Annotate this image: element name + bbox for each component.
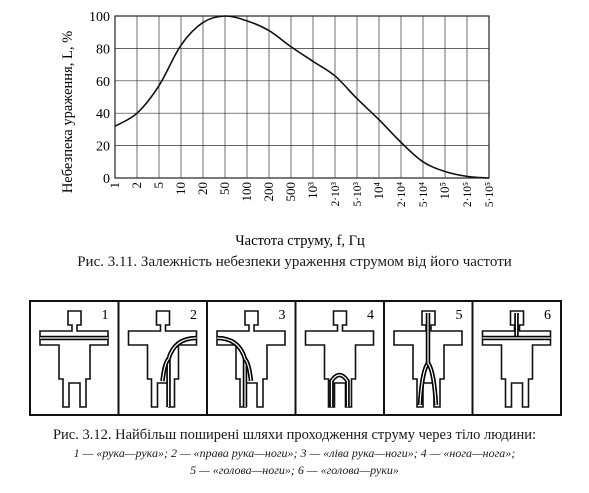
x-tick-label: 500 [283,182,298,202]
x-tick-label: 10 [173,182,188,195]
y-tick-label: 0 [103,172,110,187]
figure-312-legend-line-2: 5 — «голова—ноги»; 6 — «голова—руки» [190,463,399,477]
panel-number: 1 [101,308,109,323]
x-tick-label: 5 [151,182,166,189]
human-body-outline [129,311,197,407]
x-tick-label: 10⁴ [371,182,386,200]
x-tick-label: 10⁵ [437,182,452,200]
body-panels [40,301,551,415]
panel-number: 6 [544,308,551,323]
figure-312-caption-block [0,426,589,479]
body-panel-1 [40,308,109,407]
y-tick-label: 20 [96,139,110,155]
body-panel-2 [119,301,198,415]
y-tick-label: 100 [89,10,110,25]
x-tick-label: 2·10⁴ [396,182,408,208]
body-panel-6 [473,301,552,415]
x-tick-label: 5·10⁵ [484,182,496,208]
y-axis-label: Небезпека ураження, L, % [60,30,76,194]
human-body-outline [306,311,374,407]
panel-number: 2 [190,308,197,323]
panel-number: 3 [278,308,286,323]
panel-number: 5 [455,308,463,323]
x-tick-label: 5·10³ [352,182,364,207]
figure-311-caption: Рис. 3.11. Залежність небезпеки ураження струмом від його частоти [77,254,512,270]
x-axis-label: Частота струму, f, Гц [235,233,365,249]
body-panel-3 [207,301,286,415]
figure-312-caption: Рис. 3.12. Найбільш поширені шляхи проходження струму через тіло людини: [52,427,537,443]
body-panel-5 [384,301,463,415]
x-tick-label: 2·10³ [330,182,342,207]
figure-312-legend-line-1: 1 — «рука—рука»; 2 — «права рука—ноги»; 3 — «ліва рука—ноги»; 4 — «нога—нога»; [73,446,516,460]
y-tick-label: 40 [96,107,110,123]
x-tick-label: 200 [261,182,276,202]
x-tick-label: 50 [217,182,232,195]
body-panel-4 [296,301,375,415]
panel-number: 4 [367,308,374,323]
x-tick-label: 5·10⁴ [418,182,430,208]
y-tick-label: 80 [96,42,110,58]
x-tick-label: 10³ [305,182,320,199]
x-tick-label: 2 [129,182,144,189]
human-body-outline [40,311,108,407]
x-tick-label: 100 [239,182,254,202]
x-tick-label: 2·10⁵ [462,182,474,208]
y-tick-label: 60 [96,74,110,90]
x-tick-label: 1 [107,182,122,189]
x-tick-label: 20 [195,182,210,195]
human-body-outline [217,311,285,407]
